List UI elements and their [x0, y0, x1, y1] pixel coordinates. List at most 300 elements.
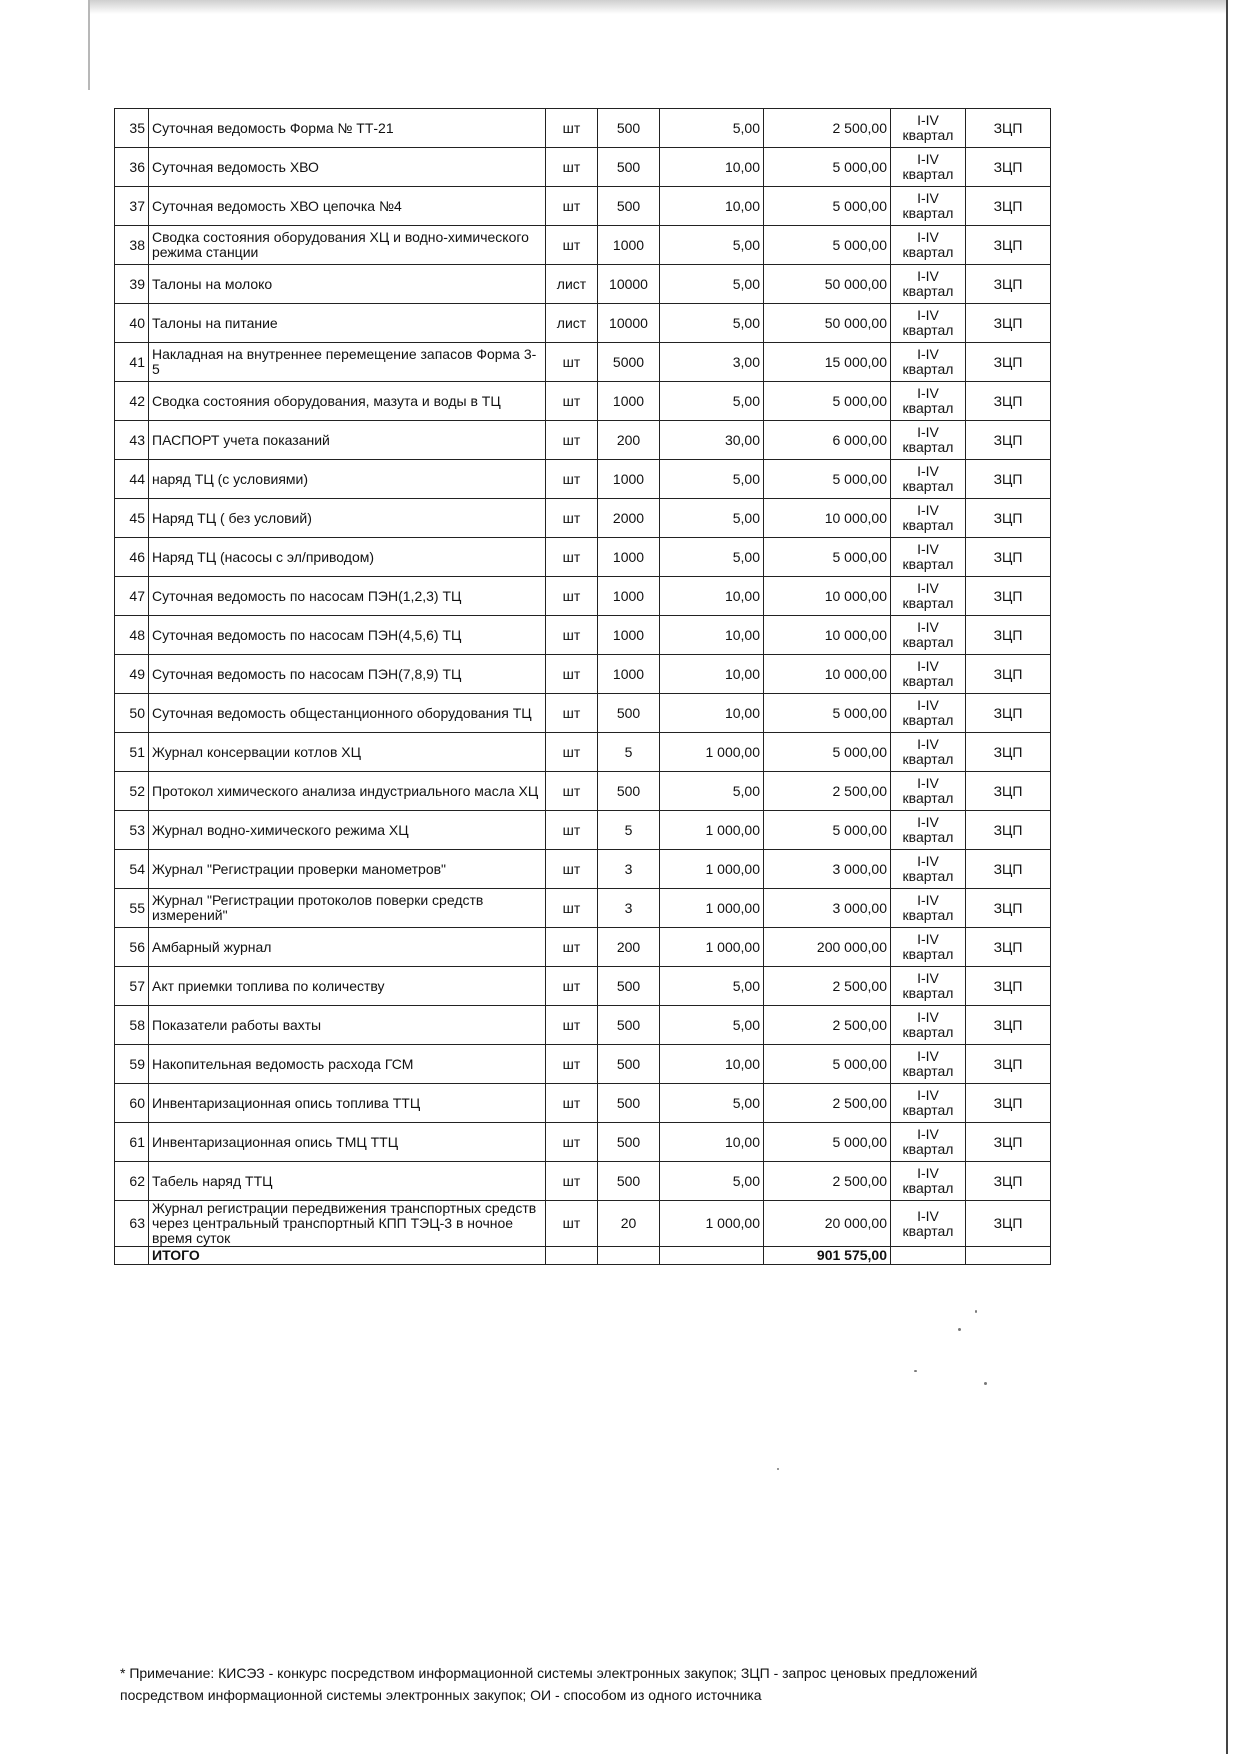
- item-name: Сводка состояния оборудования, мазута и воды в ТЦ: [149, 382, 546, 421]
- period-unit: квартал: [902, 1024, 954, 1040]
- period-range: I-IV: [917, 1048, 939, 1064]
- delivery-period: [891, 928, 966, 967]
- unit-price: 1 000,00: [660, 811, 764, 850]
- period-unit: квартал: [902, 985, 954, 1001]
- unit-price: 10,00: [660, 577, 764, 616]
- quantity: 20: [598, 1201, 660, 1247]
- procurement-table: [114, 108, 1051, 1265]
- procurement-method: ЗЦП: [966, 1201, 1051, 1247]
- line-sum: 10 000,00: [764, 655, 891, 694]
- quantity: 500: [598, 148, 660, 187]
- row-number: 39: [115, 265, 149, 304]
- line-sum: 5 000,00: [764, 1045, 891, 1084]
- line-sum: 5 000,00: [764, 187, 891, 226]
- row-number: 54: [115, 850, 149, 889]
- table-row: [115, 928, 1051, 967]
- unit-of-measure: шт: [546, 382, 598, 421]
- quantity: 500: [598, 1084, 660, 1123]
- period-range: I-IV: [917, 931, 939, 947]
- row-number: 42: [115, 382, 149, 421]
- item-name: ПАСПОРТ учета показаний: [149, 421, 546, 460]
- delivery-period: [891, 1123, 966, 1162]
- row-number: 44: [115, 460, 149, 499]
- row-number: 55: [115, 889, 149, 928]
- period-range: I-IV: [917, 1165, 939, 1181]
- row-number: 60: [115, 1084, 149, 1123]
- unit-of-measure: шт: [546, 967, 598, 1006]
- delivery-period: [891, 148, 966, 187]
- item-name: Табель наряд ТТЦ: [149, 1162, 546, 1201]
- item-name: Суточная ведомость по насосам ПЭН(4,5,6) ТЦ: [149, 616, 546, 655]
- period-range: I-IV: [917, 190, 939, 206]
- item-name: Суточная ведомость ХВО: [149, 148, 546, 187]
- unit-price: 5,00: [660, 460, 764, 499]
- delivery-period: [891, 733, 966, 772]
- unit-price: 10,00: [660, 694, 764, 733]
- procurement-method: ЗЦП: [966, 928, 1051, 967]
- delivery-period: [891, 109, 966, 148]
- quantity: 500: [598, 187, 660, 226]
- table-row: [115, 1006, 1051, 1045]
- procurement-method: ЗЦП: [966, 577, 1051, 616]
- unit-of-measure: шт: [546, 850, 598, 889]
- line-sum: 50 000,00: [764, 304, 891, 343]
- delivery-period: [891, 460, 966, 499]
- item-name: Суточная ведомость ХВО цепочка №4: [149, 187, 546, 226]
- item-name: Талоны на питание: [149, 304, 546, 343]
- unit-of-measure: лист: [546, 265, 598, 304]
- total-period-cell: [891, 1247, 966, 1265]
- period-range: I-IV: [917, 112, 939, 128]
- table-row: [115, 889, 1051, 928]
- row-number: 49: [115, 655, 149, 694]
- procurement-method: ЗЦП: [966, 226, 1051, 265]
- unit-price: 10,00: [660, 655, 764, 694]
- row-number: 38: [115, 226, 149, 265]
- scan-edge-left: [88, 0, 90, 90]
- period-range: I-IV: [917, 580, 939, 596]
- total-sum: 901 575,00: [764, 1247, 891, 1265]
- row-number: 47: [115, 577, 149, 616]
- line-sum: 2 500,00: [764, 1084, 891, 1123]
- period-range: I-IV: [917, 268, 939, 284]
- item-name: Суточная ведомость по насосам ПЭН(1,2,3) ТЦ: [149, 577, 546, 616]
- unit-of-measure: шт: [546, 1201, 598, 1247]
- period-range: I-IV: [917, 424, 939, 440]
- item-name: Суточная ведомость Форма № ТТ-21: [149, 109, 546, 148]
- procurement-method: ЗЦП: [966, 499, 1051, 538]
- unit-price: 1 000,00: [660, 733, 764, 772]
- line-sum: 50 000,00: [764, 265, 891, 304]
- procurement-method: ЗЦП: [966, 733, 1051, 772]
- item-name: Амбарный журнал: [149, 928, 546, 967]
- line-sum: 10 000,00: [764, 616, 891, 655]
- line-sum: 2 500,00: [764, 109, 891, 148]
- item-name: Накладная на внутреннее перемещение запасов Форма 3-5: [149, 343, 546, 382]
- table-row: [115, 655, 1051, 694]
- procurement-method: ЗЦП: [966, 304, 1051, 343]
- item-name: Журнал "Регистрации проверки манометров": [149, 850, 546, 889]
- table-row: [115, 772, 1051, 811]
- quantity: 1000: [598, 226, 660, 265]
- line-sum: 3 000,00: [764, 889, 891, 928]
- total-row: [115, 1247, 1051, 1265]
- procurement-method: ЗЦП: [966, 967, 1051, 1006]
- line-sum: 5 000,00: [764, 538, 891, 577]
- unit-of-measure: шт: [546, 226, 598, 265]
- delivery-period: [891, 226, 966, 265]
- period-unit: квартал: [902, 907, 954, 923]
- period-unit: квартал: [902, 166, 954, 182]
- line-sum: 10 000,00: [764, 499, 891, 538]
- delivery-period: [891, 850, 966, 889]
- period-unit: квартал: [902, 829, 954, 845]
- period-unit: квартал: [902, 1222, 954, 1239]
- delivery-period: [891, 967, 966, 1006]
- item-name: Журнал регистрации передвижения транспортных средств через центральный транспортный КПП ТЭЦ-3 в ночное время суток: [149, 1201, 546, 1247]
- unit-price: 5,00: [660, 499, 764, 538]
- quantity: 10000: [598, 265, 660, 304]
- procurement-method: ЗЦП: [966, 655, 1051, 694]
- row-number: 51: [115, 733, 149, 772]
- unit-of-measure: шт: [546, 1084, 598, 1123]
- table-row: [115, 460, 1051, 499]
- row-number: 63: [115, 1201, 149, 1247]
- item-name: Журнал "Регистрации протоколов поверки средств измерений": [149, 889, 546, 928]
- row-number: 61: [115, 1123, 149, 1162]
- quantity: 500: [598, 1006, 660, 1045]
- line-sum: 10 000,00: [764, 577, 891, 616]
- period-unit: квартал: [902, 1141, 954, 1157]
- quantity: 1000: [598, 616, 660, 655]
- period-unit: квартал: [902, 400, 954, 416]
- item-name: Журнал водно-химического режима ХЦ: [149, 811, 546, 850]
- line-sum: 5 000,00: [764, 1123, 891, 1162]
- quantity: 5: [598, 733, 660, 772]
- unit-of-measure: шт: [546, 148, 598, 187]
- table-body: [115, 109, 1051, 1247]
- period-range: I-IV: [917, 541, 939, 557]
- delivery-period: [891, 538, 966, 577]
- table-row: [115, 382, 1051, 421]
- item-name: Инвентаризационная опись топлива ТТЦ: [149, 1084, 546, 1123]
- period-unit: квартал: [902, 361, 954, 377]
- unit-price: 5,00: [660, 226, 764, 265]
- procurement-method: ЗЦП: [966, 538, 1051, 577]
- table-row: [115, 421, 1051, 460]
- line-sum: 2 500,00: [764, 1006, 891, 1045]
- scan-speck: [984, 1382, 987, 1385]
- period-unit: квартал: [902, 790, 954, 806]
- row-number: 58: [115, 1006, 149, 1045]
- quantity: 500: [598, 694, 660, 733]
- procurement-method: ЗЦП: [966, 343, 1051, 382]
- line-sum: 6 000,00: [764, 421, 891, 460]
- unit-price: 5,00: [660, 304, 764, 343]
- unit-price: 10,00: [660, 187, 764, 226]
- unit-of-measure: шт: [546, 109, 598, 148]
- delivery-period: [891, 577, 966, 616]
- period-range: I-IV: [917, 346, 939, 362]
- period-unit: квартал: [902, 1063, 954, 1079]
- delivery-period: [891, 889, 966, 928]
- row-number: 57: [115, 967, 149, 1006]
- procurement-method: ЗЦП: [966, 382, 1051, 421]
- period-unit: квартал: [902, 556, 954, 572]
- row-number: 36: [115, 148, 149, 187]
- row-number: 43: [115, 421, 149, 460]
- line-sum: 20 000,00: [764, 1201, 891, 1247]
- unit-of-measure: шт: [546, 499, 598, 538]
- procurement-table-container: [114, 108, 1051, 1265]
- unit-price: 10,00: [660, 616, 764, 655]
- period-unit: квартал: [902, 1180, 954, 1196]
- table-row: [115, 538, 1051, 577]
- period-unit: квартал: [902, 673, 954, 689]
- period-range: I-IV: [917, 775, 939, 791]
- period-range: I-IV: [917, 892, 939, 908]
- item-name: Протокол химического анализа индустриального масла ХЦ: [149, 772, 546, 811]
- quantity: 1000: [598, 382, 660, 421]
- unit-price: 5,00: [660, 109, 764, 148]
- period-unit: квартал: [902, 1102, 954, 1118]
- quantity: 1000: [598, 460, 660, 499]
- line-sum: 5 000,00: [764, 694, 891, 733]
- total-unit-cell: [546, 1247, 598, 1265]
- delivery-period: [891, 1162, 966, 1201]
- period-unit: квартал: [902, 439, 954, 455]
- delivery-period: [891, 616, 966, 655]
- delivery-period: [891, 772, 966, 811]
- quantity: 500: [598, 1162, 660, 1201]
- procurement-method: ЗЦП: [966, 460, 1051, 499]
- unit-of-measure: шт: [546, 343, 598, 382]
- procurement-method: ЗЦП: [966, 1006, 1051, 1045]
- delivery-period: [891, 1045, 966, 1084]
- unit-price: 5,00: [660, 772, 764, 811]
- procurement-method: ЗЦП: [966, 187, 1051, 226]
- table-row: [115, 499, 1051, 538]
- unit-price: 5,00: [660, 1006, 764, 1045]
- line-sum: 5 000,00: [764, 148, 891, 187]
- total-price-cell: [660, 1247, 764, 1265]
- line-sum: 2 500,00: [764, 772, 891, 811]
- scan-speck: [914, 1370, 917, 1372]
- unit-of-measure: шт: [546, 694, 598, 733]
- period-range: I-IV: [917, 814, 939, 830]
- table-row: [115, 343, 1051, 382]
- row-number: 48: [115, 616, 149, 655]
- table-row: [115, 694, 1051, 733]
- item-name: наряд ТЦ (с условиями): [149, 460, 546, 499]
- unit-price: 5,00: [660, 1084, 764, 1123]
- quantity: 500: [598, 109, 660, 148]
- quantity: 500: [598, 772, 660, 811]
- table-row: [115, 304, 1051, 343]
- table-row: [115, 577, 1051, 616]
- quantity: 1000: [598, 655, 660, 694]
- unit-price: 3,00: [660, 343, 764, 382]
- table-row: [115, 850, 1051, 889]
- total-label: ИТОГО: [149, 1247, 546, 1265]
- total-qty-cell: [598, 1247, 660, 1265]
- period-unit: квартал: [902, 322, 954, 338]
- period-range: I-IV: [917, 736, 939, 752]
- period-range: I-IV: [917, 697, 939, 713]
- unit-of-measure: шт: [546, 616, 598, 655]
- unit-price: 1 000,00: [660, 928, 764, 967]
- item-name: Акт приемки топлива по количеству: [149, 967, 546, 1006]
- unit-price: 10,00: [660, 1123, 764, 1162]
- period-range: I-IV: [917, 463, 939, 479]
- item-name: Суточная ведомость по насосам ПЭН(7,8,9) ТЦ: [149, 655, 546, 694]
- quantity: 3: [598, 850, 660, 889]
- quantity: 500: [598, 1045, 660, 1084]
- item-name: Суточная ведомость общестанционного оборудования ТЦ: [149, 694, 546, 733]
- line-sum: 5 000,00: [764, 382, 891, 421]
- unit-price: 1 000,00: [660, 850, 764, 889]
- item-name: Инвентаризационная опись ТМЦ ТТЦ: [149, 1123, 546, 1162]
- unit-of-measure: лист: [546, 304, 598, 343]
- unit-of-measure: шт: [546, 460, 598, 499]
- period-unit: квартал: [902, 283, 954, 299]
- unit-price: 5,00: [660, 1162, 764, 1201]
- item-name: Сводка состояния оборудования ХЦ и водно-химического режима станции: [149, 226, 546, 265]
- unit-of-measure: шт: [546, 928, 598, 967]
- unit-price: 10,00: [660, 1045, 764, 1084]
- line-sum: 15 000,00: [764, 343, 891, 382]
- scan-speck: [777, 1468, 779, 1470]
- line-sum: 2 500,00: [764, 967, 891, 1006]
- period-range: I-IV: [917, 502, 939, 518]
- quantity: 200: [598, 928, 660, 967]
- scan-speck: [958, 1328, 961, 1331]
- item-name: Наряд ТЦ (насосы с эл/приводом): [149, 538, 546, 577]
- unit-of-measure: шт: [546, 1123, 598, 1162]
- row-number: 35: [115, 109, 149, 148]
- quantity: 1000: [598, 577, 660, 616]
- procurement-method: ЗЦП: [966, 1084, 1051, 1123]
- period-range: I-IV: [917, 658, 939, 674]
- table-row: [115, 265, 1051, 304]
- unit-of-measure: шт: [546, 1006, 598, 1045]
- line-sum: 2 500,00: [764, 1162, 891, 1201]
- period-range: I-IV: [917, 1009, 939, 1025]
- item-name: Накопительная ведомость расхода ГСМ: [149, 1045, 546, 1084]
- delivery-period: [891, 343, 966, 382]
- period-range: I-IV: [917, 619, 939, 635]
- quantity: 5000: [598, 343, 660, 382]
- row-number: 52: [115, 772, 149, 811]
- delivery-period: [891, 304, 966, 343]
- quantity: 500: [598, 1123, 660, 1162]
- table-row: [115, 1201, 1051, 1247]
- procurement-method: ЗЦП: [966, 421, 1051, 460]
- item-name: Журнал консервации котлов ХЦ: [149, 733, 546, 772]
- period-unit: квартал: [902, 517, 954, 533]
- unit-price: 1 000,00: [660, 889, 764, 928]
- row-number: 37: [115, 187, 149, 226]
- table-row: [115, 187, 1051, 226]
- row-number: 50: [115, 694, 149, 733]
- procurement-method: ЗЦП: [966, 772, 1051, 811]
- period-range: I-IV: [917, 1087, 939, 1103]
- period-range: I-IV: [917, 151, 939, 167]
- quantity: 2000: [598, 499, 660, 538]
- unit-of-measure: шт: [546, 538, 598, 577]
- procurement-method: ЗЦП: [966, 1045, 1051, 1084]
- item-name: Талоны на молоко: [149, 265, 546, 304]
- line-sum: 5 000,00: [764, 733, 891, 772]
- line-sum: 5 000,00: [764, 460, 891, 499]
- unit-of-measure: шт: [546, 655, 598, 694]
- delivery-period: [891, 655, 966, 694]
- delivery-period: [891, 265, 966, 304]
- item-name: Наряд ТЦ ( без условий): [149, 499, 546, 538]
- procurement-method: ЗЦП: [966, 1123, 1051, 1162]
- delivery-period: [891, 811, 966, 850]
- delivery-period: [891, 187, 966, 226]
- procurement-method: ЗЦП: [966, 148, 1051, 187]
- total-num-cell: [115, 1247, 149, 1265]
- unit-price: 5,00: [660, 265, 764, 304]
- unit-price: 1 000,00: [660, 1201, 764, 1247]
- unit-of-measure: шт: [546, 1162, 598, 1201]
- line-sum: 200 000,00: [764, 928, 891, 967]
- unit-price: 30,00: [660, 421, 764, 460]
- procurement-method: ЗЦП: [966, 265, 1051, 304]
- table-row: [115, 811, 1051, 850]
- footnote-line-1: * Примечание: КИСЭЗ - конкурс посредством информационной системы электронных закупок; ЗЦП - запрос ценовых предложений: [120, 1665, 978, 1681]
- period-unit: квартал: [902, 868, 954, 884]
- quantity: 200: [598, 421, 660, 460]
- line-sum: 3 000,00: [764, 850, 891, 889]
- quantity: 1000: [598, 538, 660, 577]
- footnote-line-2: посредством информационной системы электронных закупок; ОИ - способом из одного источника: [120, 1687, 762, 1703]
- table-row: [115, 226, 1051, 265]
- procurement-method: ЗЦП: [966, 616, 1051, 655]
- procurement-method: ЗЦП: [966, 889, 1051, 928]
- unit-of-measure: шт: [546, 733, 598, 772]
- table-row: [115, 967, 1051, 1006]
- line-sum: 5 000,00: [764, 226, 891, 265]
- quantity: 10000: [598, 304, 660, 343]
- unit-of-measure: шт: [546, 889, 598, 928]
- scan-edge-right: [1226, 0, 1228, 1754]
- delivery-period: [891, 1006, 966, 1045]
- period-range: I-IV: [917, 229, 939, 245]
- procurement-method: ЗЦП: [966, 850, 1051, 889]
- row-number: 59: [115, 1045, 149, 1084]
- scan-edge-top: [88, 0, 1228, 14]
- table-row: [115, 733, 1051, 772]
- delivery-period: [891, 1084, 966, 1123]
- row-number: 41: [115, 343, 149, 382]
- unit-of-measure: шт: [546, 772, 598, 811]
- table-row: [115, 1162, 1051, 1201]
- table-row: [115, 1084, 1051, 1123]
- unit-of-measure: шт: [546, 577, 598, 616]
- procurement-method: ЗЦП: [966, 1162, 1051, 1201]
- item-name: Показатели работы вахты: [149, 1006, 546, 1045]
- period-range: I-IV: [917, 1207, 939, 1224]
- line-sum: 5 000,00: [764, 811, 891, 850]
- period-unit: квартал: [902, 946, 954, 962]
- table-row: [115, 109, 1051, 148]
- delivery-period: [891, 421, 966, 460]
- period-unit: квартал: [902, 244, 954, 260]
- period-range: I-IV: [917, 970, 939, 986]
